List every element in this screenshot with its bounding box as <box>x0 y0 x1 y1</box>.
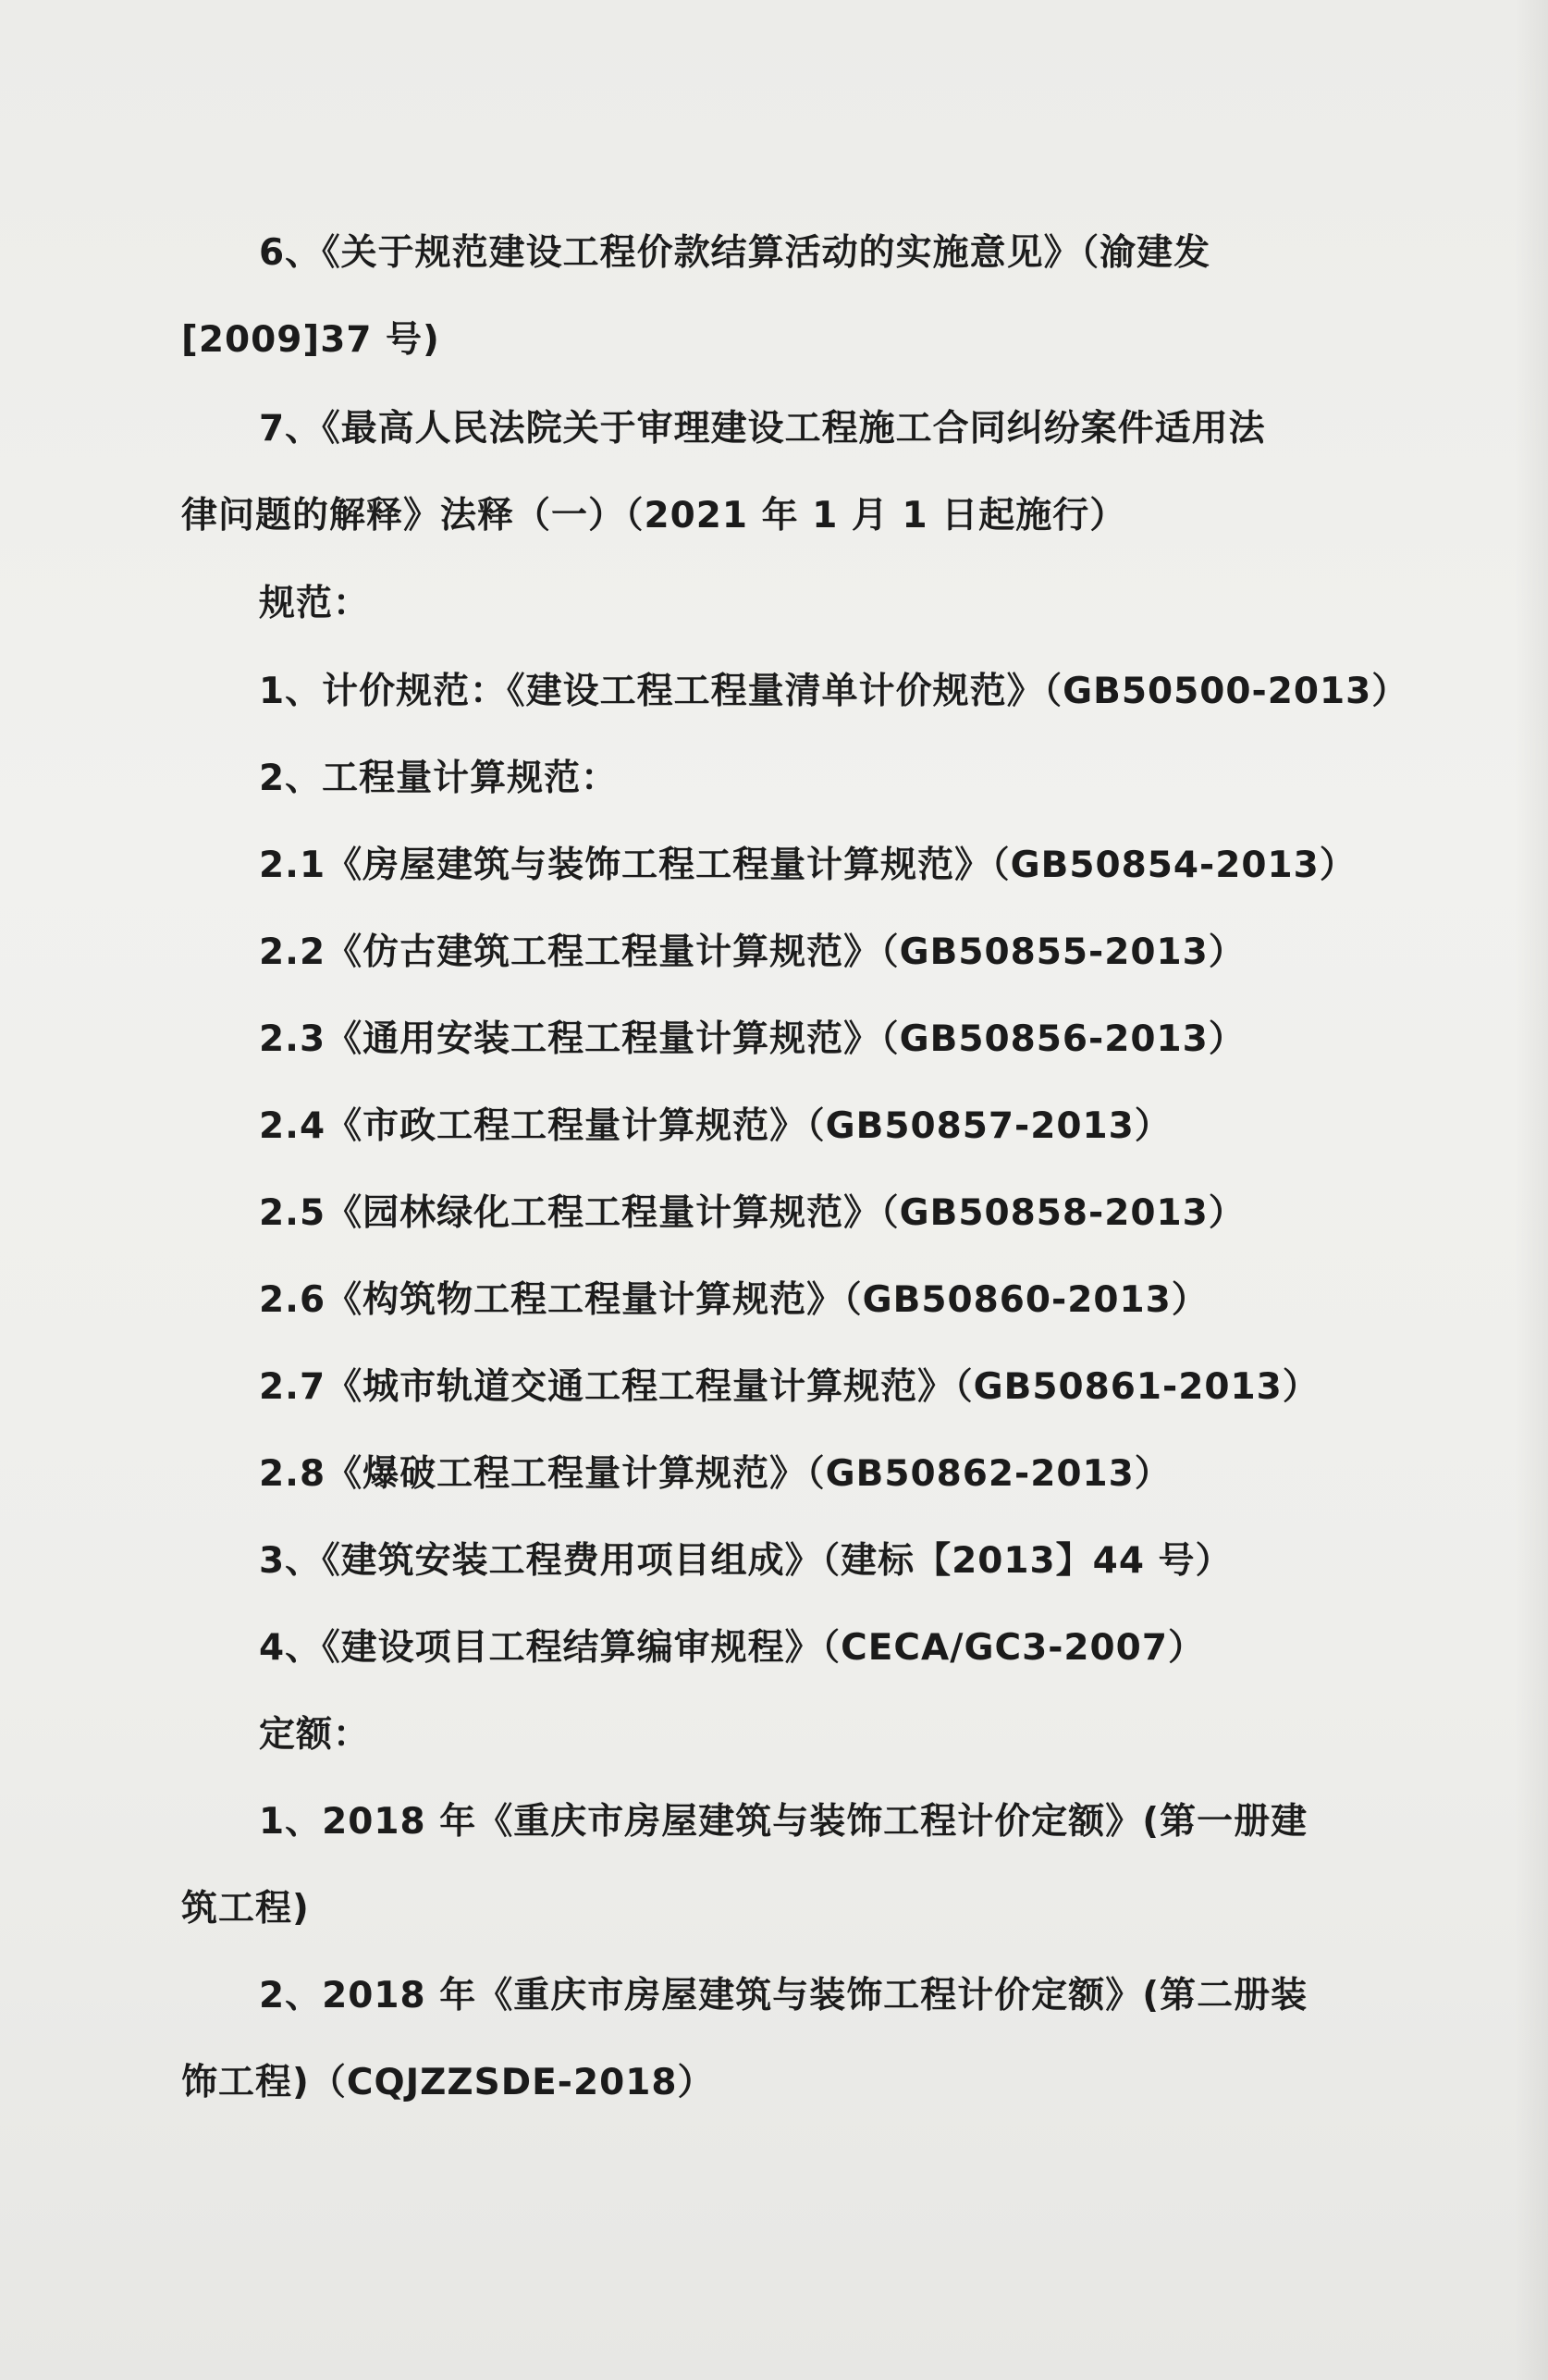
quota-item-2-line-2: 饰工程)（CQJZZSDE-2018） <box>181 2062 715 2103</box>
quota-item-1-line-2: 筑工程) <box>181 1888 310 1930</box>
section-heading-quota: 定额： <box>259 1714 371 1756</box>
norm-item-2-4: 2.4《市政工程工程量计算规范》（GB50857-2013） <box>259 1105 1172 1147</box>
clause-7-line-2: 律问题的解释》法释（一）（2021 年 1 月 1 日起施行） <box>181 495 1127 536</box>
norm-item-2-5: 2.5《园林绿化工程工程量计算规范》（GB50858-2013） <box>259 1192 1246 1234</box>
norm-item-2-7: 2.7《城市轨道交通工程工程量计算规范》（GB50861-2013） <box>259 1366 1320 1408</box>
norm-item-3: 3、《建筑安装工程费用项目组成》（建标【2013】44 号） <box>259 1540 1233 1582</box>
norm-item-2-3: 2.3《通用安装工程工程量计算规范》（GB50856-2013） <box>259 1018 1246 1060</box>
norm-item-2: 2、工程量计算规范： <box>259 758 619 799</box>
clause-6-line-2: [2009]37 号) <box>181 319 440 361</box>
quota-item-2-line-1: 2、2018 年《重庆市房屋建筑与装饰工程计价定额》(第二册装 <box>259 1975 1308 2016</box>
norm-item-2-1: 2.1《房屋建筑与装饰工程工程量计算规范》（GB50854-2013） <box>259 845 1357 886</box>
norm-item-4: 4、《建设项目工程结算编审规程》（CECA/GC3-2007） <box>259 1627 1205 1669</box>
section-heading-norms: 规范： <box>259 583 371 624</box>
clause-6-line-1: 6、《关于规范建设工程价款结算活动的实施意见》（渝建发 <box>259 232 1211 274</box>
page-edge-shadow <box>1515 0 1548 2380</box>
norm-item-1: 1、计价规范：《建设工程工程量清单计价规范》（GB50500-2013） <box>259 671 1409 712</box>
norm-item-2-2: 2.2《仿古建筑工程工程量计算规范》（GB50855-2013） <box>259 931 1246 973</box>
clause-7-line-1: 7、《最高人民法院关于审理建设工程施工合同纠纷案件适用法 <box>259 408 1266 450</box>
norm-item-2-6: 2.6《构筑物工程工程量计算规范》（GB50860-2013） <box>259 1279 1209 1321</box>
norm-item-2-8: 2.8《爆破工程工程量计算规范》（GB50862-2013） <box>259 1453 1172 1495</box>
quota-item-1-line-1: 1、2018 年《重庆市房屋建筑与装饰工程计价定额》(第一册建 <box>259 1801 1308 1843</box>
